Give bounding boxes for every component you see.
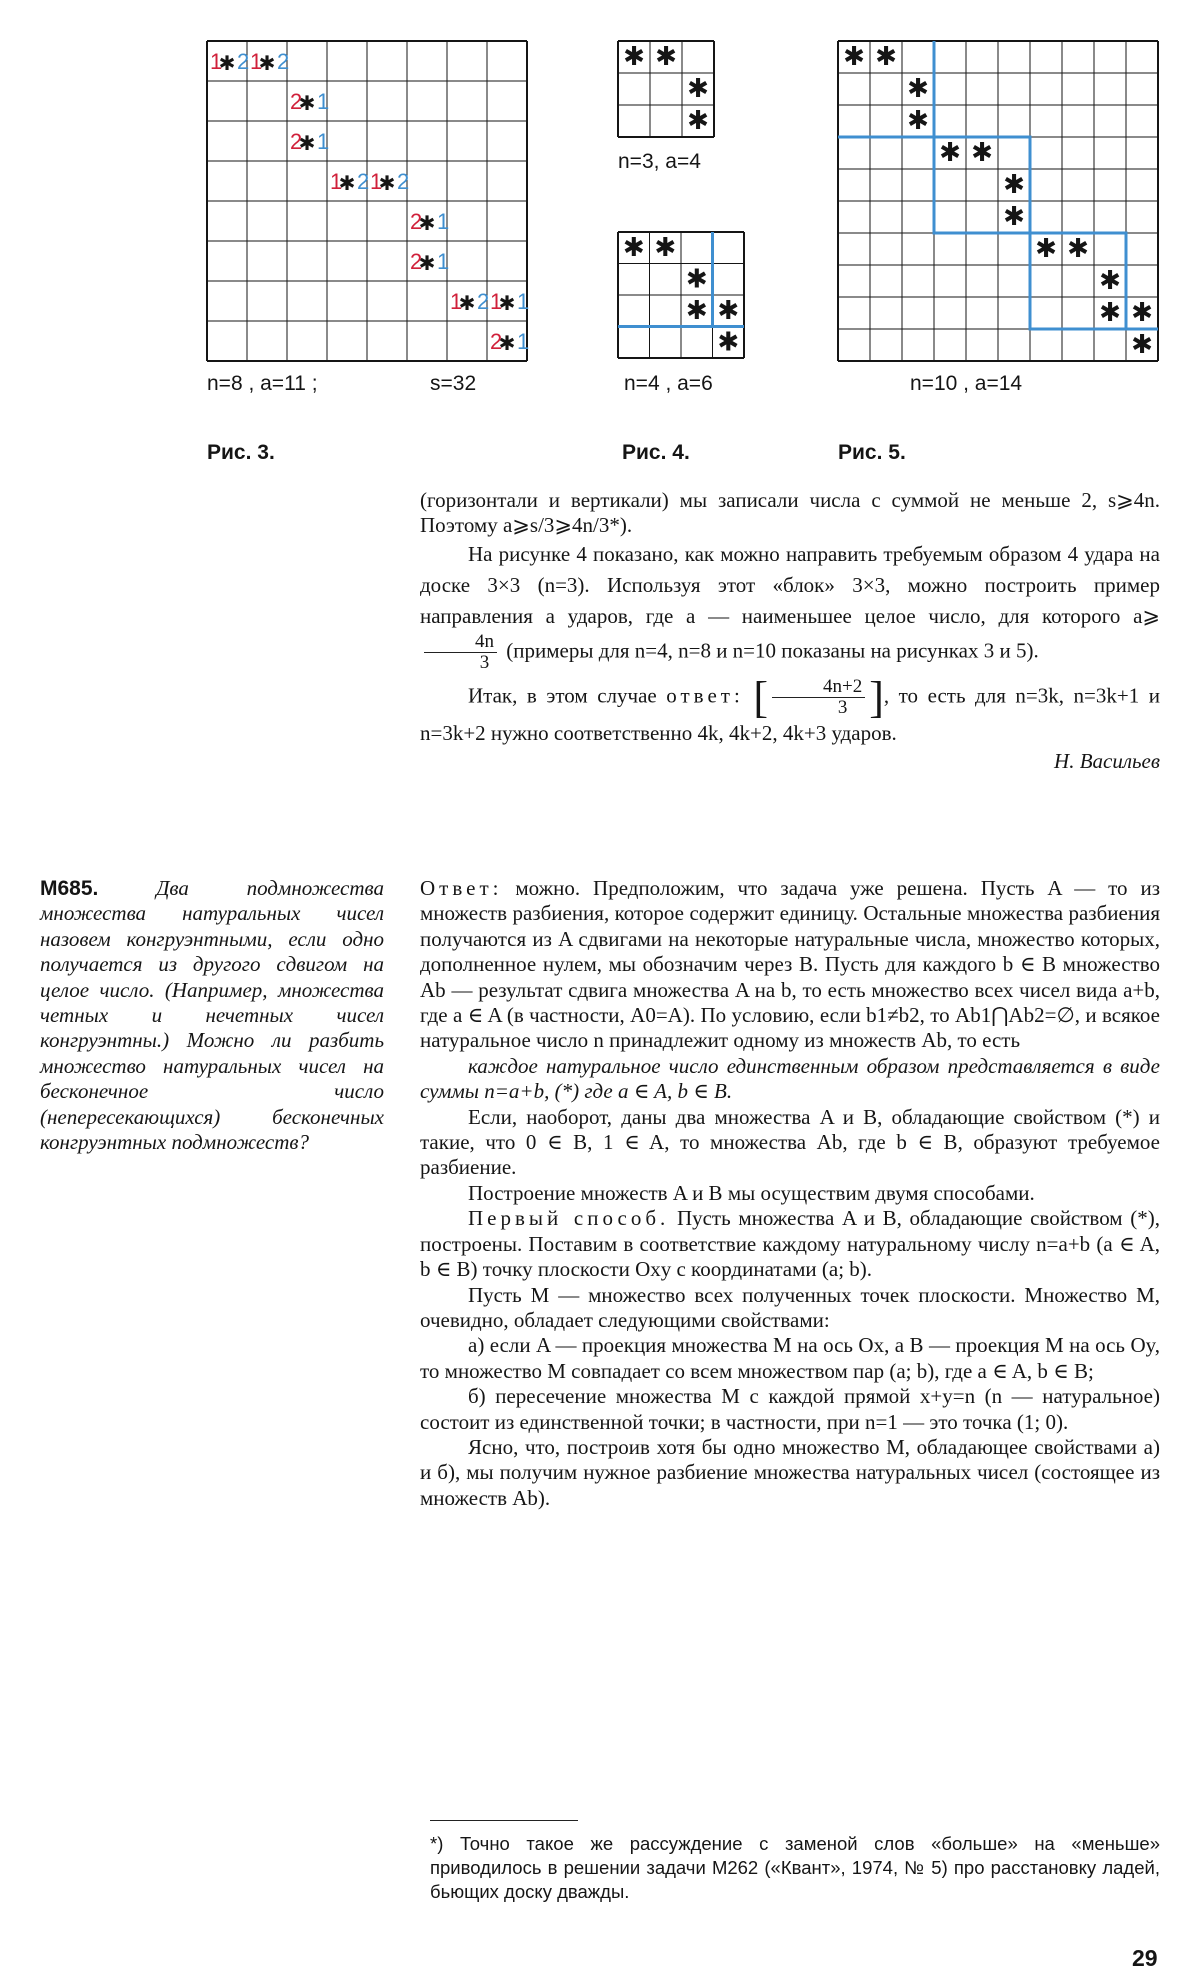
asterisk-mark: ✱: [717, 327, 740, 358]
footnote-divider: [430, 1820, 578, 1821]
solution-answer-label: Ответ:: [420, 876, 503, 900]
hit-count: 1: [370, 169, 383, 194]
hit-count: 2: [357, 169, 370, 194]
asterisk-mark: ✱: [498, 331, 516, 355]
solution-s6: Пусть M — множество всех полученных точек плоскости. Множество M, очевидно, обладает следующими свойствами:: [420, 1282, 1160, 1332]
hit-count: 1: [250, 49, 263, 74]
hit-count: 2: [290, 129, 303, 154]
asterisk-mark: ✱: [1131, 298, 1153, 328]
asterisk-mark: ✱: [717, 295, 740, 326]
figure-5-label: Рис. 5.: [838, 441, 906, 464]
asterisk-mark: ✱: [685, 295, 708, 326]
fraction-denominator: 3: [479, 651, 490, 673]
hit-count: 2: [290, 89, 303, 114]
asterisk-mark: ✱: [1099, 266, 1121, 296]
asterisk-mark: ✱: [298, 131, 316, 155]
hit-count: 1: [210, 49, 223, 74]
asterisk-mark: ✱: [654, 232, 677, 263]
hit-count: 1: [330, 169, 343, 194]
bracket-right: ]: [869, 672, 884, 722]
solution-s1: можно. Предположим, что задача уже решена. Пусть A — то из множеств разбиения, которое содержит единицу. Остальные множества разбиения получаются из A сдвигами на некоторые натуральные числа, множество которых, дополненное нулем, мы обозначим через B. Пусть для каждого b ∈ B множество Ab — результат сдвига множества A на b, то есть множество всех чисел вида a+b, где a ∈ A (в частности, A0=A). По условию, если b1≠b2, то Ab1⋂Ab2=∅, и всякое натуральное число n принадлежит одному из множеств Ab, то есть: [420, 876, 1160, 1053]
figure-3-caption-n: n=8 , a=11 ;: [207, 372, 318, 395]
hit-count: 2: [237, 49, 250, 74]
asterisk-mark: ✱: [685, 264, 708, 295]
problem-text: Два подмножества множества натуральных чисел назовем конгруэнтными, если одно получается из другого сдвигом на целое число. (Например, множества четных и нечетных чисел конгруэнтны.) Можно ли разбить множество натуральных чисел на бесконечное число (непересекающихся) бесконечных конгруэнтных подмножеств?: [40, 876, 384, 1155]
hit-count: 1: [490, 289, 503, 314]
asterisk-mark: ✱: [875, 42, 897, 72]
fraction-4n-3: [424, 632, 497, 673]
paragraph-1: (горизонтали и вертикали) мы записали числа с суммой не меньше 2, s⩾4n. Поэтому a⩾s/3⩾4n/3*).: [420, 488, 1160, 538]
hit-count: 1: [437, 209, 450, 234]
asterisk-mark: ✱: [1067, 234, 1089, 264]
asterisk-mark: ✱: [971, 138, 993, 168]
hit-count: 2: [410, 249, 423, 274]
page-number: 29: [1132, 1945, 1158, 1971]
hit-count: 1: [517, 289, 530, 314]
solution-s3: Если, наоборот, даны два множества A и B, обладающие свойством (*) и такие, что 0 ∈ B, 1 ∈ A, то множества Ab, где b ∈ B, образуют требуемое разбиение.: [420, 1104, 1160, 1180]
hit-count: 1: [317, 129, 330, 154]
paragraph-3-b: , то есть для n=3k, n=3k+1 и n=3k+2 нужно соответственно 4k, 4k+2, 4k+3 ударов.: [420, 683, 1161, 745]
asterisk-mark: ✱: [687, 74, 709, 104]
figure-4-large: [618, 232, 744, 358]
answer-label: ответ:: [666, 683, 744, 708]
figure-4-board-4x4: [618, 232, 744, 358]
asterisk-mark: ✱: [939, 138, 961, 168]
figure-3-label: Рис. 3.: [207, 441, 275, 464]
paragraph-2-a: На рисунке 4 показано, как можно направить требуемым образом 4 удара на доске 3×3 (n=3). Используя этот «блок» 3×3, можно построить пример направления a ударов, где a — наименьшее целое число, для которого a⩾: [420, 541, 1160, 628]
hit-count: 2: [410, 209, 423, 234]
solution-s8: б) пересечение множества M с каждой прямой x+y=n (n — натуральное) состоит из единственной точки; в частности, при n=1 — это точка (1; 0).: [420, 1384, 1160, 1434]
problem-statement: [40, 876, 384, 1155]
asterisk-mark: ✱: [458, 291, 476, 315]
asterisk-mark: ✱: [1131, 330, 1153, 360]
paragraph-3-a: Итак, в этом случае: [468, 683, 657, 708]
fraction-numerator: 4n: [424, 632, 497, 653]
figure-3-board: [207, 41, 533, 367]
solution-s7: а) если A — проекция множества M на ось Ox, а B — проекция M на ось Oy, то множество M совпадает со всем множеством пар (a; b), где a ∈ A, b ∈ B;: [420, 1333, 1160, 1383]
hit-count: 2: [397, 169, 410, 194]
solution-s5: Пусть множества A и B, обладающие свойством (*), построены. Поставим в соответствие каждому натуральному числу n=a+b (a ∈ A, b ∈ B) точку плоскости Oxy с координатами (a; b).: [420, 1206, 1160, 1282]
hit-count: 1: [317, 89, 330, 114]
first-method-label: Первый способ.: [468, 1206, 670, 1231]
asterisk-mark: ✱: [1003, 202, 1025, 232]
solution-paragraph-1: [420, 876, 1160, 1054]
solution-s9: Ясно, что, построив хотя бы одно множество M, обладающее свойствами а) и б), мы получим нужное разбиение множества натуральных чисел (состоящее из множеств Ab).: [420, 1434, 1160, 1510]
fraction-denominator: 3: [837, 696, 848, 718]
asterisk-mark: ✱: [655, 42, 677, 72]
hit-count: 1: [437, 249, 450, 274]
paragraph-2-b: (примеры для n=4, n=8 и n=10 показаны на рисунках 3 и 5).: [506, 638, 1039, 663]
asterisk-mark: ✱: [1035, 234, 1057, 264]
fraction-4n2-3: [772, 677, 865, 718]
asterisk-mark: ✱: [378, 171, 396, 195]
figure-5-board: [838, 41, 1158, 361]
asterisk-mark: ✱: [622, 232, 645, 263]
solution-s4: Построение множеств A и B мы осуществим двумя способами.: [468, 1180, 1035, 1205]
upper-text: [420, 488, 1160, 774]
asterisk-mark: ✱: [907, 74, 929, 104]
solution-s2: каждое натуральное число единственным образом представляется в виде суммы n=a+b, (*) где a ∈ A, b ∈ B.: [420, 1053, 1160, 1104]
paragraph-3: [420, 672, 1161, 749]
hit-count: 2: [477, 289, 490, 314]
figure-5-caption: n=10 , a=14: [910, 372, 1023, 395]
asterisk-mark: ✱: [338, 171, 356, 195]
hit-count: 2: [490, 329, 503, 354]
asterisk-mark: ✱: [418, 251, 436, 275]
paragraph-2: [420, 539, 1160, 673]
hit-count: 1: [450, 289, 463, 314]
footnote: *) Точно такое же рассуждение с заменой слов «больше» на «меньше» приводилось в решении задачи М262 («Квант», 1974, № 5) про расстановку ладей, бьющих доску дважды.: [430, 1833, 1160, 1902]
bracket-left: [: [753, 672, 768, 722]
asterisk-mark: ✱: [687, 106, 709, 136]
problem-number: М685.: [40, 877, 99, 900]
hit-count: 2: [277, 49, 290, 74]
asterisk-mark: ✱: [843, 42, 865, 72]
figure-4-board-3x3: [618, 41, 714, 137]
solution-paragraph-5: [420, 1206, 1160, 1282]
asterisk-mark: ✱: [498, 291, 516, 315]
figure-4-label: Рис. 4.: [622, 441, 690, 464]
asterisk-mark: ✱: [907, 106, 929, 136]
figure-4-caption-big: n=4 , a=6: [624, 372, 713, 395]
figure-3-caption-s: s=32: [430, 372, 477, 395]
figure-3: [207, 41, 533, 367]
asterisk-mark: ✱: [418, 211, 436, 235]
solution-text: [420, 876, 1160, 1511]
asterisk-mark: ✱: [1003, 170, 1025, 200]
figure-4-small: [618, 41, 714, 137]
asterisk-mark: ✱: [258, 51, 276, 75]
asterisk-mark: ✱: [1099, 298, 1121, 328]
asterisk-mark: ✱: [623, 42, 645, 72]
hit-count: 1: [517, 329, 530, 354]
figure-5: [838, 41, 1158, 361]
fraction-numerator: 4n+2: [772, 677, 865, 698]
asterisk-mark: ✱: [218, 51, 236, 75]
figure-4-caption-small: n=3, a=4: [618, 150, 701, 173]
author: Н. Васильев: [1054, 748, 1160, 773]
asterisk-mark: ✱: [298, 91, 316, 115]
